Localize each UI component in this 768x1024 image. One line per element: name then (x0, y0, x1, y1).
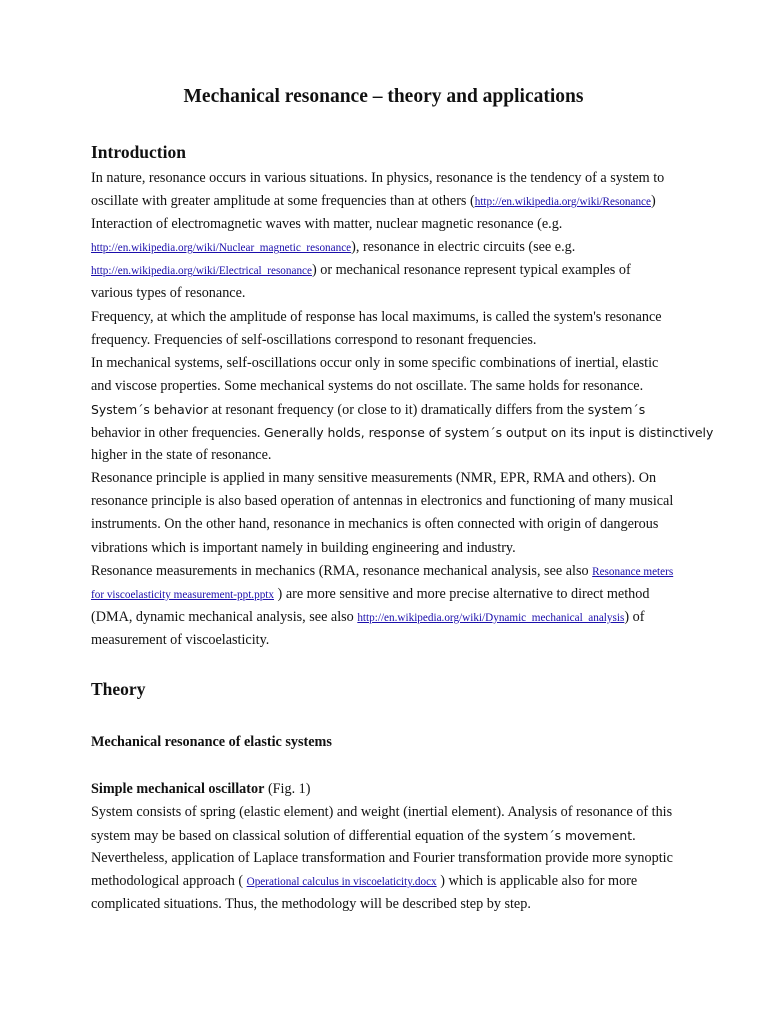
text-line: for viscoelasticity measurement-ppt.pptx ) are more sensitive and more precise alternative to direct method (91, 585, 650, 602)
introduction-heading: Introduction (91, 142, 186, 162)
text-line: Nevertheless, application of Laplace transformation and Fourier transformation provide more synoptic (91, 850, 673, 867)
text-line: vibrations which is important namely in building engineering and industry. (91, 539, 516, 556)
text-line: http://en.wikipedia.org/wiki/Nuclear_magnetic_resonance), resonance in electric circuits (see e.g. (91, 239, 576, 256)
text-line: Frequency, at which the amplitude of response has local maximums, is called the system's resonance (91, 308, 662, 325)
text-line: Resonance principle is applied in many sensitive measurements (NMR, EPR, RMA and others). On (91, 470, 657, 487)
text-line: measurement of viscoelasticity. (91, 631, 270, 648)
text-line: oscillate with greater amplitude at some frequencies than at others (http://en.wikipedia.org/wiki/Resonance) (91, 193, 656, 210)
electrical-resonance-link[interactable]: http://en.wikipedia.org/wiki/Electrical_resonance (91, 265, 312, 278)
text-line: system may be based on classical solution of differential equation of the system´s movement. (91, 828, 636, 845)
nmr-link[interactable]: http://en.wikipedia.org/wiki/Nuclear_magnetic_resonance (91, 242, 352, 255)
text-line: instruments. On the other hand, resonance in mechanics is often connected with origin of dangerous (91, 516, 659, 533)
document-title: Mechanical resonance – theory and applications (183, 86, 584, 107)
text-line: Interaction of electromagnetic waves with matter, nuclear magnetic resonance (e.g. (91, 216, 563, 233)
text-line: and viscose properties. Some mechanical systems do not oscillate. The same holds for resonance. (91, 377, 644, 394)
resonance-meters-link-cont[interactable]: for viscoelasticity measurement-ppt.pptx (91, 588, 274, 601)
introduction-body (91, 167, 714, 652)
text-line: System´s behavior at resonant frequency (or close to it) dramatically differs from the system´s (91, 401, 646, 418)
text-line: frequency. Frequencies of self-oscillations correspond to resonant frequencies. (91, 331, 537, 348)
text-line: System consists of spring (elastic element) and weight (inertial element). Analysis of resonance of this (91, 804, 673, 821)
text-line: http://en.wikipedia.org/wiki/Electrical_resonance) or mechanical resonance represent typical examples of (91, 262, 631, 279)
resonance-link[interactable]: http://en.wikipedia.org/wiki/Resonance (474, 196, 651, 209)
text-line: resonance principle is also based operation of antennas in electronics and functioning of many musical (91, 493, 674, 510)
text-line: In mechanical systems, self-oscillations occur only in some specific combinations of inertial, elastic (91, 354, 659, 371)
text-line: Resonance measurements in mechanics (RMA, resonance mechanical analysis, see also Resonance meters (91, 562, 674, 579)
theory-heading: Theory (91, 679, 146, 699)
elastic-systems-subheading: Mechanical resonance of elastic systems (91, 734, 332, 750)
text-line: behavior in other frequencies. Generally holds, response of system´s output on its input is distinctively (91, 425, 714, 442)
text-line: complicated situations. Thus, the methodology will be described step by step. (91, 896, 531, 913)
dma-link[interactable]: http://en.wikipedia.org/wiki/Dynamic_mechanical_analysis (357, 611, 625, 624)
theory-body (91, 778, 691, 917)
text-line: In nature, resonance occurs in various situations. In physics, resonance is the tendency of a system to (91, 170, 665, 186)
text-line: various types of resonance. (91, 285, 246, 302)
oscillator-heading: Simple mechanical oscillator (91, 781, 265, 797)
operational-calculus-link[interactable]: Operational calculus in viscoelaticity.docx (246, 876, 437, 889)
text-line: methodological approach ( Operational calculus in viscoelaticity.docx ) which is applicable also for more (91, 873, 638, 890)
text-line: higher in the state of resonance. (91, 447, 272, 464)
oscillator-heading-line: Simple mechanical oscillator (Fig. 1) (91, 781, 311, 797)
text-line: (DMA, dynamic mechanical analysis, see also http://en.wikipedia.org/wiki/Dynamic_mechanical_analysis) of (91, 608, 645, 625)
resonance-meters-link[interactable]: Resonance meters (592, 565, 674, 578)
